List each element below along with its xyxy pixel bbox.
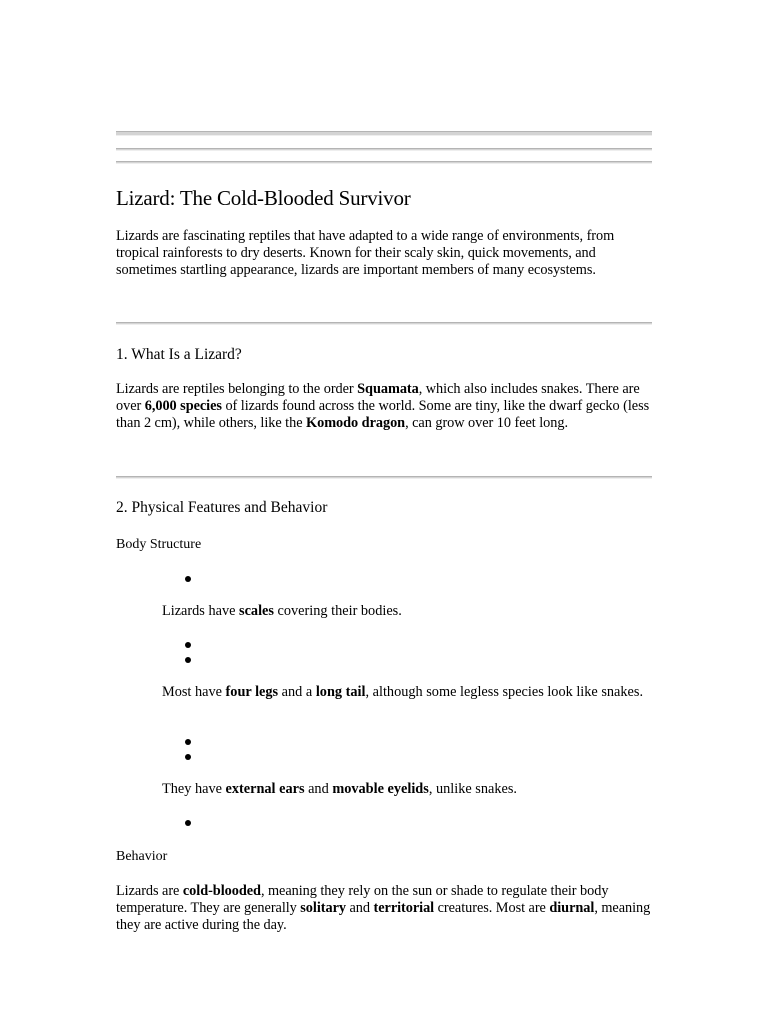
- text-run: Most have: [162, 684, 226, 700]
- horizontal-rule: [116, 131, 652, 136]
- text-run: Lizards are reptiles belonging to the order: [116, 381, 358, 397]
- text-run: , unlike snakes.: [428, 781, 517, 797]
- text-run: , although some legless species look like snakes.: [365, 684, 644, 700]
- section-heading-physical-features: 2. Physical Features and Behavior: [116, 499, 328, 516]
- text-run: and: [345, 900, 374, 916]
- bullet-marker: [185, 739, 191, 745]
- horizontal-rule: [116, 148, 652, 151]
- bold-text: diurnal: [549, 900, 595, 916]
- bold-text: solitary: [300, 900, 346, 916]
- text-run: and: [304, 781, 333, 797]
- bullet-marker: [185, 754, 191, 760]
- list-item-text: [162, 781, 652, 798]
- text-run: covering their bodies.: [273, 603, 402, 619]
- what-is-a-lizard-paragraph: [116, 381, 652, 432]
- bullet-marker: [185, 820, 191, 826]
- intro-paragraph: Lizards are fascinating reptiles that have adapted to a wide range of environments, from tropical rainforests to dry deserts. Known for their scaly skin, quick movements, and sometimes startling appearance, lizards are important members of many ecosystems.: [116, 228, 615, 278]
- bold-text: territorial: [373, 900, 435, 916]
- list-item-text: [162, 603, 652, 620]
- bullet-marker: [185, 576, 191, 582]
- page-title: Lizard: The Cold-Blooded Survivor: [116, 186, 411, 210]
- list-item-text: [162, 684, 652, 701]
- section-heading-what-is-a-lizard: 1. What Is a Lizard?: [116, 346, 242, 363]
- bold-text: long tail: [315, 684, 366, 700]
- text-run: , can grow over 10 feet long.: [405, 415, 568, 431]
- text-run: Lizards have: [162, 603, 240, 619]
- horizontal-rule: [116, 322, 652, 325]
- text-run: , which also includes snakes. There are over: [116, 381, 640, 414]
- bullet-marker: [185, 657, 191, 663]
- text-run: , meaning they rely on the sun or shade to regulate their body temperature. They are generally: [116, 883, 609, 916]
- text-run: Lizards are: [116, 883, 183, 899]
- bold-text: Squamata: [357, 381, 419, 397]
- bold-text: movable eyelids: [332, 781, 429, 797]
- bold-text: cold-blooded: [182, 883, 261, 899]
- subheading-behavior: Behavior: [116, 849, 168, 864]
- subheading-body-structure: Body Structure: [116, 537, 202, 552]
- behavior-paragraph: [116, 883, 652, 934]
- bold-text: external ears: [225, 781, 305, 797]
- bold-text: four legs: [225, 684, 279, 700]
- horizontal-rule: [116, 476, 652, 479]
- text-run: They have: [162, 781, 226, 797]
- text-run: of lizards found across the world. Some are tiny, like the dwarf gecko (less than 2 cm), while others, like the: [116, 398, 650, 431]
- text-run: and a: [278, 684, 316, 700]
- horizontal-rule: [116, 161, 652, 164]
- text-run: , meaning they are active during the day.: [116, 900, 651, 933]
- bold-text: 6,000 species: [144, 398, 222, 414]
- bullet-marker: [185, 642, 191, 648]
- bold-text: Komodo dragon: [306, 415, 406, 431]
- bold-text: scales: [239, 603, 274, 619]
- text-run: creatures. Most are: [434, 900, 550, 916]
